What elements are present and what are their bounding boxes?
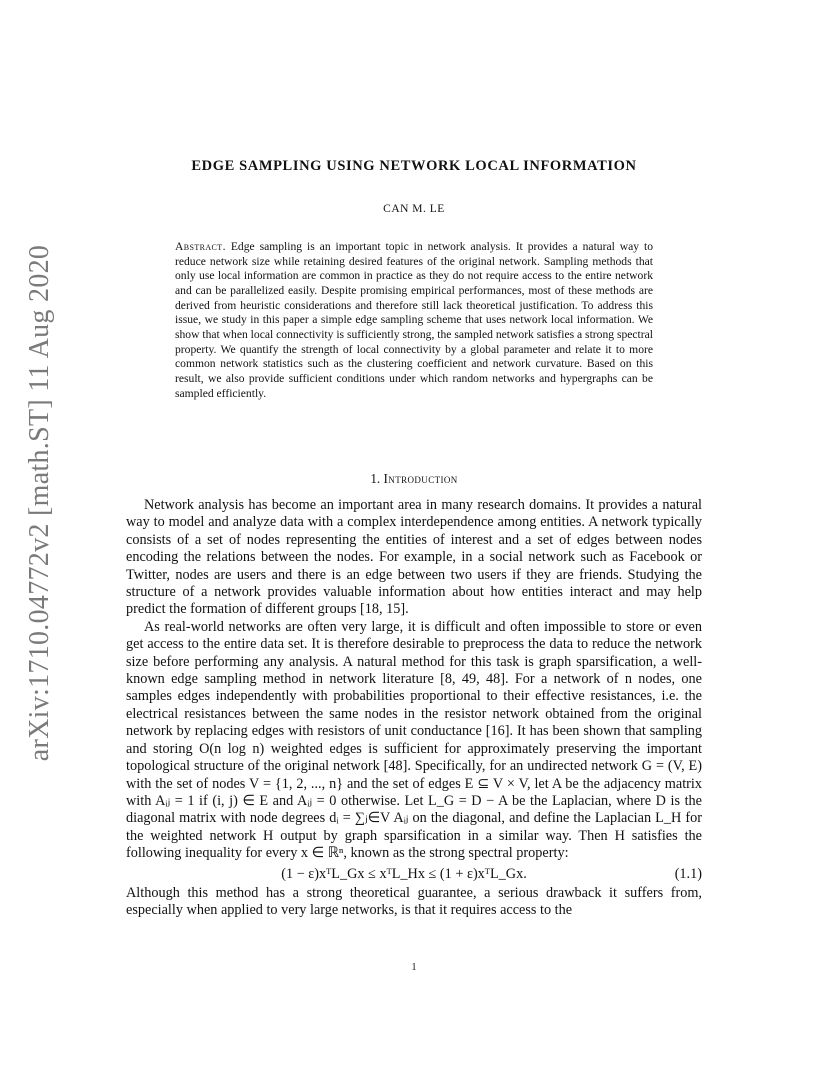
paragraph-1: Network analysis has become an important area in many research domains. It provides a natural way to model and analyze data with a complex interdependence among entities. A network typically consists of a set of nodes representing the entities of interest and a set of edges between nodes encoding the relations between the nodes. For example, in a social network such as Facebook or Twitter, nodes are users and there is an edge between two users if they are friends. Studying the structure of a network provides valuable information about how entities interact and may help predict the formation of different groups [18, 15]. — [126, 497, 702, 618]
paper-title: EDGE SAMPLING USING NETWORK LOCAL INFORMATION — [191, 158, 637, 174]
page-number: 1 — [411, 962, 417, 973]
arxiv-identifier: arXiv:1710.04772v2 [math.ST] 11 Aug 2020 — [24, 244, 56, 762]
section-number: 1. — [370, 471, 381, 486]
equation: (1 − ε)xᵀL_Gx ≤ xᵀL_Hx ≤ (1 + ε)xᵀL_Gx. — [281, 865, 527, 882]
section-heading — [126, 471, 702, 487]
equation-number: (1.1) — [674, 865, 702, 882]
section-title: Introduction — [383, 471, 458, 486]
paper-author: CAN M. LE — [383, 203, 445, 215]
abstract — [175, 240, 653, 401]
equation-block — [126, 866, 702, 883]
abstract-label: Abstract. — [175, 240, 226, 253]
abstract-text: Edge sampling is an important topic in network analysis. It provides a natural way to reduce network size while retaining desired features of the original network. Sampling methods that only use local information are common in practice as they do not require access to the entire network and can be parallelized easily. Despite promising empirical performances, most of these methods are derived from heuristic considerations and therefore still lack theoretical justification. To address this issue, we study in this paper a simple edge sampling scheme that uses network local information. We show that when local connectivity is sufficiently strong, the sampled network satisfies a strong spectral property. We quantify the strength of local connectivity by a global parameter and relate it to more common network statistics such as the clustering coefficient and network curvature. Based on this result, we also provide sufficient conditions under which random networks and hypergraphs can be sampled efficiently. — [175, 240, 654, 400]
paragraph-2: As real-world networks are often very large, it is difficult and often impossible to store or even get access to the entire data set. It is therefore desirable to preprocess the data to reduce the network size before performing any analysis. A natural method for this task is graph sparsification, a well-known edge sampling method in network literature [8, 49, 48]. For a network of n nodes, one samples edges independently with probabilities proportional to their effective resistances, i.e. the electrical resistances between the same nodes in the resistor network obtained from the original network by replacing edges with resistors of unit conductance [16]. It has been shown that sampling and storing O(n log n) weighted edges is sufficient for approximately preserving the important topological structure of the original network [48]. Specifically, for an undirected network G = (V, E) with the set of nodes V = {1, 2, ..., n} and the set of edges E ⊆ V × V, let A be the adjacency matrix with Aᵢⱼ = 1 if (i, j) ∈ E and Aᵢⱼ = 0 otherwise. Let L_G = D − A be the Laplacian, where D is the diagonal matrix with node degrees dᵢ = ∑ⱼ∈V Aᵢⱼ on the diagonal, and define the Laplacian L_H for the weighted network H output by graph sparsification in a similar way. Then H satisfies the following inequality for every x ∈ ℝⁿ, known as the strong spectral property: — [126, 618, 702, 862]
arxiv-identifier-sidebar — [18, 244, 62, 762]
body-text — [126, 497, 702, 920]
paragraph-3: Although this method has a strong theoretical guarantee, a serious drawback it suffers from, especially when applied to very large networks, is that it requires access to the — [126, 884, 702, 919]
